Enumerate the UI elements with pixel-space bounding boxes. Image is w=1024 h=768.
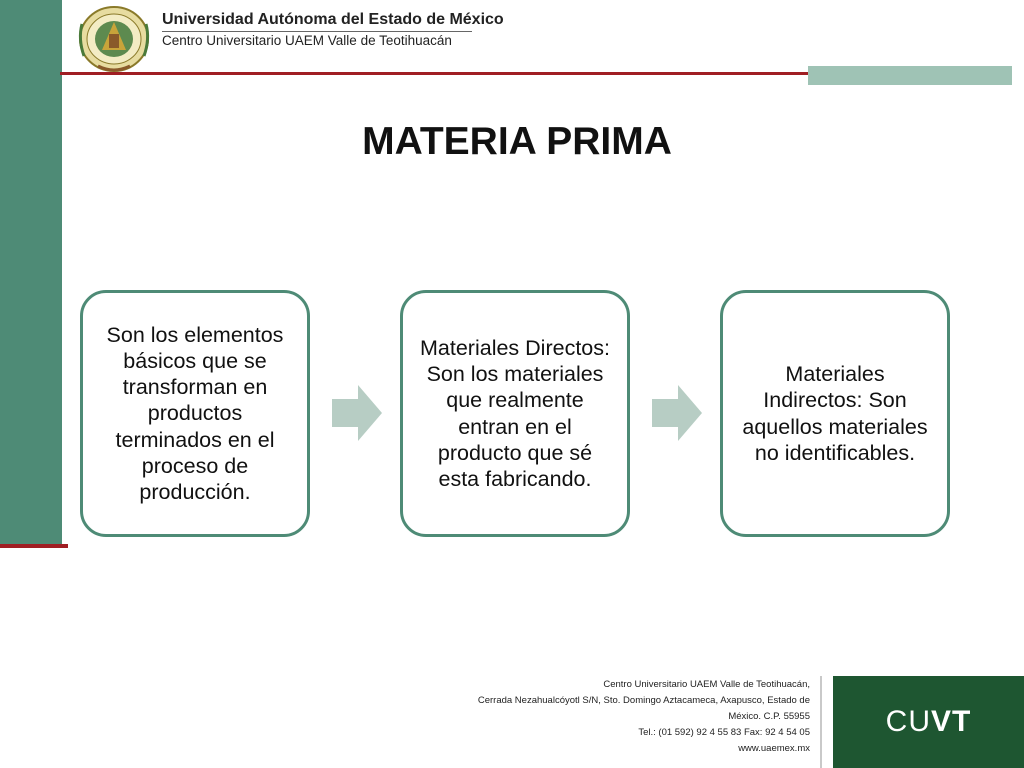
chevron-right-arrow-icon — [332, 385, 382, 441]
university-name: Universidad Autónoma del Estado de México — [162, 11, 504, 28]
process-box-indirect-materials — [720, 290, 950, 537]
left-band-red-accent — [0, 544, 68, 548]
footer-line: Tel.: (01 592) 92 4 55 83 Fax: 92 4 54 05 — [638, 727, 810, 738]
footer-line: Centro Universitario UAEM Valle de Teotihuacán, — [603, 679, 810, 690]
header-green-block — [808, 66, 1012, 85]
university-seal-icon — [76, 4, 152, 74]
slide-title: MATERIA PRIMA — [362, 120, 672, 163]
process-box-direct-materials — [400, 290, 630, 537]
process-box-definition — [80, 290, 310, 537]
cuvt-logo — [833, 676, 1024, 768]
process-box-text: Materiales Indirectos: Son aquellos materiales no identificables. — [742, 362, 928, 465]
footer-line: México. C.P. 55955 — [728, 711, 810, 722]
cuvt-logo-text — [886, 705, 972, 739]
cuvt-logo-bold: VT — [931, 705, 972, 738]
center-name: Centro Universitario UAEM Valle de Teotihuacán — [162, 33, 452, 48]
footer-separator — [820, 676, 822, 768]
cuvt-logo-light: CU — [885, 705, 931, 738]
footer-address — [478, 677, 810, 757]
process-box-text: Materiales Directos: Son los materiales que realmente entran en el producto que sé esta fabricando. — [420, 335, 610, 491]
header-rule — [162, 31, 472, 32]
footer-line: www.uaemex.mx — [738, 743, 810, 754]
left-decorative-band — [0, 0, 62, 548]
chevron-right-arrow-icon — [652, 385, 702, 441]
process-box-text: Son los elementos básicos que se transforman en productos terminados en el proceso de producción. — [106, 322, 284, 505]
footer-line: Cerrada Nezahualcóyotl S/N, Sto. Domingo Aztacameca, Axapusco, Estado de — [477, 695, 810, 706]
